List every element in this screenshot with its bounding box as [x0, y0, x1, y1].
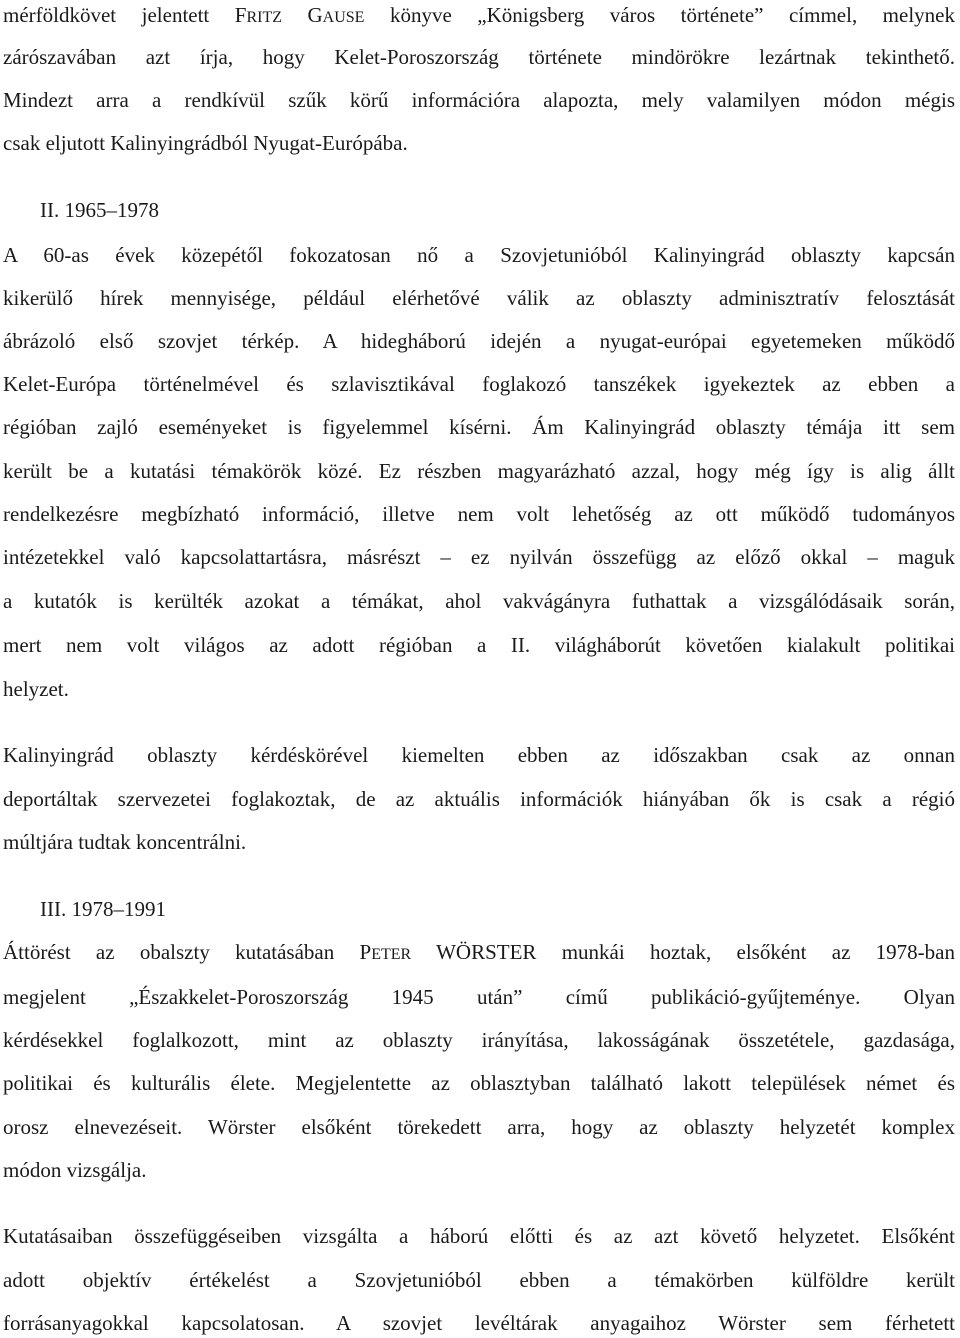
- text-line: Kutatásaiban összefüggéseiben vizsgálta a háború előtti és az azt követő helyzetet. Elsőként: [3, 1224, 955, 1248]
- text-line: Kelet-Európa történelmével és szlavisztikával foglakozó tanszékek igyekeztek az ebben a: [3, 372, 955, 396]
- text-line: Kalinyingrád oblaszty kérdéskörével kiemelten ebben az időszakban csak az onnan: [3, 743, 955, 767]
- text-line: mert nem volt világos az adott régióban a II. világháborút követően kialakult politikai: [3, 633, 955, 657]
- text-line: Mindezt arra a rendkívül szűk körű információra alapozta, mely valamilyen módon mégis: [3, 88, 955, 112]
- text-line: zárószavában azt írja, hogy Kelet-Poroszország története mindörökre lezártnak tekinthető.: [3, 45, 955, 69]
- text-line: forrásanyagokkal kapcsolatosan. A szovjet levéltárak anyagaihoz Wörster sem férhetett: [3, 1311, 955, 1335]
- text-line: csak eljutott Kalinyingrádból Nyugat-Európába.: [3, 131, 408, 155]
- text-line: megjelent „Északkelet-Poroszország 1945 után” című publikáció-gyűjteménye. Olyan: [3, 985, 955, 1009]
- section-heading: II. 1965–1978: [40, 198, 159, 222]
- text-line: kérdésekkel foglalkozott, mint az oblaszty irányítása, lakosságának összetétele, gazdasága,: [3, 1028, 955, 1052]
- text-line: ábrázoló első szovjet térkép. A hidegháború idején a nyugat-európai egyetemeken működő: [3, 329, 955, 353]
- text-line: politikai és kulturális élete. Megjelentette az oblasztyban található lakott települések német és: [3, 1071, 955, 1095]
- text-line: a kutatók is kerülték azokat a témákat, ahol vakvágányra futhattak a vizsgálódásaik során,: [3, 589, 955, 613]
- text-line: került be a kutatási témakörök közé. Ez részben magyarázható azzal, hogy még így is alig állt: [3, 459, 955, 483]
- text-line: Áttörést az obalszty kutatásában PETER WÖRSTER munkái hoztak, elsőként az 1978-ban: [3, 940, 955, 964]
- text-line: kikerülő hírek mennyisége, például elérhetővé válik az oblaszty adminisztratív felosztását: [3, 286, 955, 310]
- text-line: deportáltak szervezetei foglakoztak, de az aktuális információk hiányában ők is csak a régió: [3, 787, 955, 811]
- text-line: A 60-as évek közepétől fokozatosan nő a Szovjetunióból Kalinyingrád oblaszty kapcsán: [3, 243, 955, 267]
- text-line: orosz elnevezéseit. Wörster elsőként törekedett arra, hogy az oblaszty helyzetét komplex: [3, 1115, 955, 1139]
- text-line: intézetekkel való kapcsolattartásra, másrészt – ez nyilván összefügg az előző okkal – maguk: [3, 545, 955, 569]
- text-line: múltjára tudtak koncentrálni.: [3, 830, 247, 854]
- section-heading: III. 1978–1991: [40, 897, 166, 921]
- text-line: rendelkezésre megbízható információ, illetve nem volt lehetőség az ott működő tudományos: [3, 502, 955, 526]
- text-line: adott objektív értékelést a Szovjetunióból ebben a témakörben külföldre került: [3, 1268, 955, 1292]
- text-line: módon vizsgálja.: [3, 1158, 147, 1182]
- text-line: mérföldkövet jelentett FRITZ GAUSE könyve „Königsberg város története” címmel, melynek: [3, 3, 955, 27]
- text-line: régióban zajló eseményeket is figyelemmel kísérni. Ám Kalinyingrád oblaszty témája itt sem: [3, 415, 955, 439]
- text-line: helyzet.: [3, 677, 69, 701]
